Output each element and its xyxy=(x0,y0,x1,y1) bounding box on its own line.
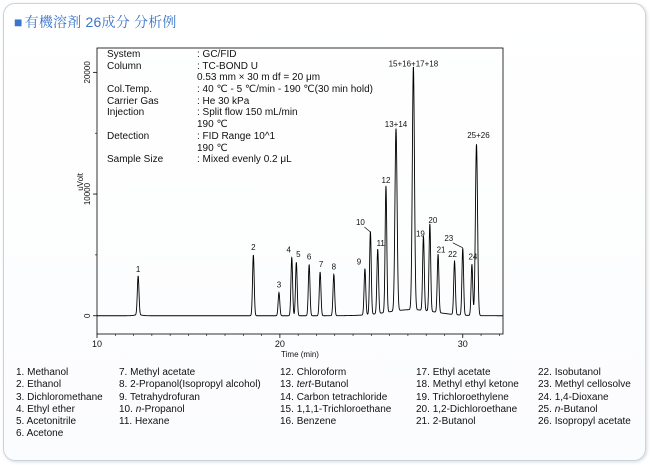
legend-item-number: 24. xyxy=(538,391,555,403)
condition-value: 190 ℃ xyxy=(197,119,228,131)
condition-key: Carrier Gas xyxy=(107,95,159,107)
legend-column xyxy=(16,367,103,441)
legend-item-name: Tetrahydrofuran xyxy=(129,391,200,403)
legend-item xyxy=(16,392,103,404)
peak-label: 9 xyxy=(356,257,362,267)
legend-item xyxy=(416,392,519,404)
peak-label: 12 xyxy=(381,176,391,186)
legend-item-name: 1,1,1-Trichloroethane xyxy=(296,403,392,415)
legend-item-number: 17. xyxy=(416,367,433,378)
legend-item xyxy=(119,367,261,379)
legend-item xyxy=(538,416,631,428)
peak-leader-line xyxy=(453,243,463,248)
peak-label: 24 xyxy=(468,252,478,262)
legend-item-number: 8. xyxy=(119,379,131,391)
legend-item-number: 26. xyxy=(538,416,555,428)
peak-label: 23 xyxy=(444,233,454,243)
legend-item-name: Chloroform xyxy=(296,367,347,378)
condition-value: : FID Range 10^1 xyxy=(197,130,276,142)
peak-label: 22 xyxy=(448,250,457,260)
legend-item-number: 18. xyxy=(416,379,433,391)
y-tick-label: 0 xyxy=(83,313,92,318)
x-axis-label: Time (min) xyxy=(281,350,319,359)
legend-item-name: Hexane xyxy=(134,416,170,428)
condition-key: Sample Size xyxy=(107,154,164,166)
legend-item-number: 15. xyxy=(280,403,297,415)
peak-label: 10 xyxy=(355,217,365,227)
condition-value: : 40 ℃ - 5 ℃/min - 190 ℃(30 min hold) xyxy=(197,84,373,96)
peak-label: 1 xyxy=(135,264,141,274)
legend-item-name: Ethanol xyxy=(27,379,62,391)
legend-column xyxy=(416,367,519,428)
legend-item-name: 2-Butanol xyxy=(432,416,476,428)
condition-key: Column xyxy=(107,60,142,72)
legend-item-name: Methyl acetate xyxy=(130,367,196,378)
legend-item-name: Acetonitrile xyxy=(26,416,77,428)
legend-item xyxy=(280,416,391,428)
legend-item-name: Ethyl acetate xyxy=(432,367,491,378)
x-tick-label: 10 xyxy=(91,339,103,349)
peak-label: 8 xyxy=(331,262,337,272)
legend-item xyxy=(16,428,103,440)
condition-key: Detection xyxy=(107,130,150,142)
legend-item-number: 3. xyxy=(16,391,28,403)
legend-item-name: Methanol xyxy=(27,367,69,378)
peak-label: 15+16+17+18 xyxy=(388,59,439,69)
legend-item xyxy=(416,416,519,428)
panel-heading-text: 有機溶剤 26成分 分析例 xyxy=(24,14,177,30)
legend-item xyxy=(16,379,103,391)
peak-label: 20 xyxy=(428,216,438,226)
legend-item-name: Trichloroethylene xyxy=(432,391,509,403)
square-bullet-icon: ■ xyxy=(14,14,23,30)
legend-item xyxy=(119,416,261,428)
legend-item-number: 9. xyxy=(119,391,130,403)
legend-item-number: 2. xyxy=(16,379,28,391)
legend-item-name: Benzene xyxy=(296,416,337,428)
legend-item xyxy=(119,404,261,416)
legend-item-number: 6. xyxy=(16,428,27,440)
y-tick-label: 10000 xyxy=(83,182,92,206)
legend-item xyxy=(280,367,391,379)
legend-item-italic-prefix: n xyxy=(135,403,142,415)
legend-item-name: Methyl ethyl ketone xyxy=(432,379,519,391)
compound-legend xyxy=(16,367,640,452)
peak-label: 5 xyxy=(296,250,301,260)
condition-key: Injection xyxy=(107,107,145,119)
legend-item xyxy=(280,379,391,391)
legend-column xyxy=(280,367,391,428)
legend-item-number: 22. xyxy=(538,367,555,378)
legend-item-name: Dichloromethane xyxy=(27,391,103,403)
condition-value: : GC/FID xyxy=(197,49,237,60)
legend-item-number: 11. xyxy=(119,416,135,428)
peak-leader-line xyxy=(364,227,370,232)
legend-item-number: 25. xyxy=(538,403,555,415)
peak-label: 19 xyxy=(415,229,425,239)
legend-item xyxy=(538,392,631,404)
legend-item-number: 10. xyxy=(119,403,136,415)
legend-item-number: 7. xyxy=(119,367,131,378)
legend-item-italic-prefix: tert xyxy=(296,379,312,391)
legend-item-name: 1,4-Dioxane xyxy=(554,391,609,403)
legend-item xyxy=(538,367,631,379)
condition-key: Col.Temp. xyxy=(107,84,153,96)
peak-label: 6 xyxy=(306,252,312,262)
legend-item-number: 19. xyxy=(416,391,433,403)
legend-item xyxy=(119,392,261,404)
legend-item xyxy=(538,379,631,391)
legend-item-number: 23. xyxy=(538,379,555,391)
legend-item-number: 5. xyxy=(16,416,27,428)
legend-item-name: Acetone xyxy=(26,428,64,440)
condition-value: : TC-BOND U xyxy=(197,60,258,72)
legend-item-name: 1,2-Dichloroethane xyxy=(432,403,518,415)
peak-label: 2 xyxy=(251,242,256,252)
legend-item xyxy=(280,404,391,416)
peak-label: 25+26 xyxy=(467,131,490,141)
peak-label: 4 xyxy=(286,245,291,255)
condition-value: 0.53 mm × 30 m df = 20 μm xyxy=(197,72,321,84)
legend-item-number: 16. xyxy=(280,416,297,428)
legend-item-number: 20. xyxy=(416,403,433,415)
peak-label: 11 xyxy=(376,239,385,249)
legend-item-name: Isopropyl acetate xyxy=(554,416,631,428)
legend-item-name: Carbon tetrachloride xyxy=(296,391,388,403)
peak-label: 7 xyxy=(318,259,324,269)
peak-label: 3 xyxy=(276,280,282,290)
legend-item-name: Isobutanol xyxy=(554,367,601,378)
legend-item-name: -Butanol xyxy=(560,403,598,415)
y-tick-label: 20000 xyxy=(83,61,92,84)
legend-item-name: -Butanol xyxy=(311,379,349,391)
legend-item-name: Ethyl ether xyxy=(27,403,75,415)
legend-column xyxy=(538,367,631,428)
peak-label: 13+14 xyxy=(384,120,408,130)
legend-item xyxy=(416,404,519,416)
legend-item xyxy=(416,379,519,391)
condition-value: 190 ℃ xyxy=(197,142,228,154)
condition-value: : Split flow 150 mL/min xyxy=(197,107,298,119)
y-axis-label: uVolt xyxy=(76,172,85,191)
legend-item xyxy=(416,367,519,379)
legend-item xyxy=(16,416,103,428)
legend-item-name: 2-Propanol(Isopropyl alcohol) xyxy=(130,379,261,391)
legend-item-italic-prefix: n xyxy=(554,403,561,415)
legend-item xyxy=(538,404,631,416)
legend-item-number: 21. xyxy=(416,416,433,428)
condition-value: : Mixed evenly 0.2 μL xyxy=(197,154,292,166)
legend-item-number: 4. xyxy=(16,403,28,415)
condition-value: : He 30 kPa xyxy=(197,95,250,107)
legend-item-number: 1. xyxy=(16,367,28,378)
legend-item xyxy=(16,367,103,379)
legend-item-name: Methyl cellosolve xyxy=(554,379,631,391)
peak-label: 21 xyxy=(436,245,446,255)
legend-item xyxy=(16,404,103,416)
condition-key: System xyxy=(107,49,141,60)
x-tick-label: 30 xyxy=(457,339,468,349)
legend-item xyxy=(119,379,261,391)
legend-item xyxy=(280,392,391,404)
legend-item-number: 13. xyxy=(280,379,297,391)
legend-item-number: 12. xyxy=(280,367,297,378)
x-tick-label: 20 xyxy=(274,339,285,349)
legend-item-number: 14. xyxy=(280,391,297,403)
legend-item-name: -Propanol xyxy=(141,403,185,415)
legend-column xyxy=(119,367,261,428)
